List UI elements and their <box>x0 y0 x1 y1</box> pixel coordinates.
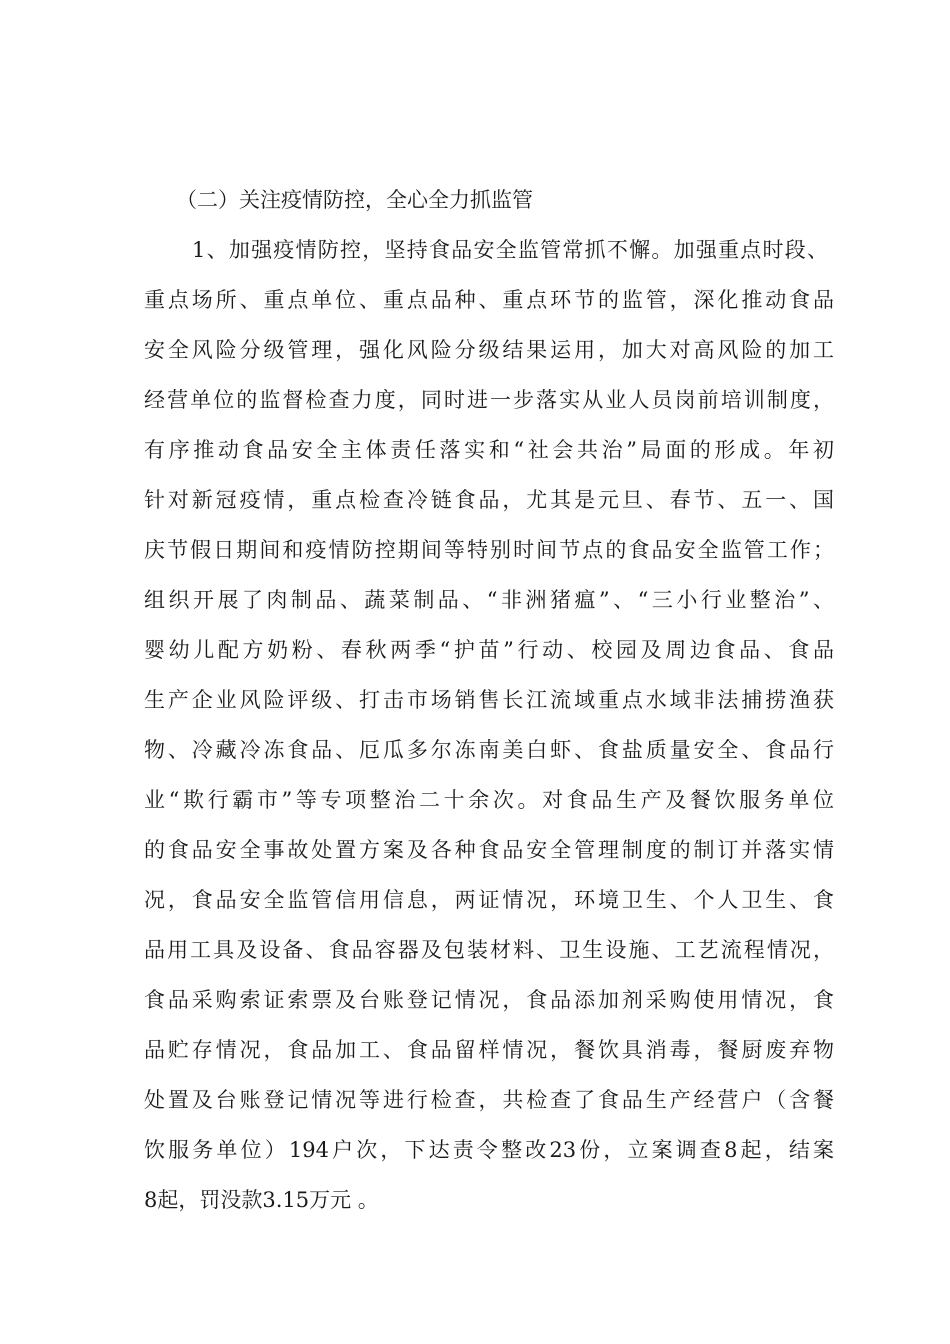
paragraph-line: 业“欺行霸市”等专项整治二十余次。对食品生产及餐饮服务单位 <box>144 788 834 812</box>
paragraph-line: 庆节假日期间和疫情防控期间等特别时间节点的食品安全监管工作； <box>144 538 834 562</box>
paragraph-line: 食品采购索证索票及台账登记情况，食品添加剂采购使用情况，食 <box>144 988 834 1012</box>
paragraph-line: 1、加强疫情防控，坚持食品安全监管常抓不懈。加强重点时段、 <box>192 238 828 262</box>
paragraph-line: 安全风险分级管理，强化风险分级结果运用，加大对高风险的加工 <box>144 338 834 362</box>
paragraph-line: 饮服务单位）194户次，下达责令整改23份，立案调查8起，结案 <box>144 1138 834 1162</box>
paragraph-line: 况，食品安全监管信用信息，两证情况，环境卫生、个人卫生、食 <box>144 888 834 912</box>
section-heading: （二）关注疫情防控，全心全力抓监管 <box>176 188 533 212</box>
paragraph-line: 经营单位的监督检查力度，同时进一步落实从业人员岗前培训制度， <box>144 388 834 412</box>
paragraph-line: 针对新冠疫情，重点检查冷链食品，尤其是元旦、春节、五一、国 <box>144 488 834 512</box>
paragraph-line: 婴幼儿配方奶粉、春秋两季“护苗”行动、校园及周边食品、食品 <box>144 638 834 662</box>
paragraph-line: 品用工具及设备、食品容器及包装材料、卫生设施、工艺流程情况， <box>144 938 834 962</box>
paragraph-line: 品贮存情况，食品加工、食品留样情况，餐饮具消毒，餐厨废弃物 <box>144 1038 834 1062</box>
paragraph-line: 8起，罚没款3.15万元 。 <box>144 1188 379 1212</box>
paragraph-line: 重点场所、重点单位、重点品种、重点环节的监管，深化推动食品 <box>144 288 834 312</box>
paragraph-line: 物、冷藏冷冻食品、厄瓜多尔冻南美白虾、食盐质量安全、食品行 <box>144 738 834 762</box>
paragraph-line: 组织开展了肉制品、蔬菜制品、“非洲猪瘟”、“三小行业整治”、 <box>144 588 834 612</box>
paragraph-line: 生产企业风险评级、打击市场销售长江流域重点水域非法捕捞渔获 <box>144 688 834 712</box>
paragraph-line: 的食品安全事故处置方案及各种食品安全管理制度的制订并落实情 <box>144 838 834 862</box>
paragraph-line: 处置及台账登记情况等进行检查，共检查了食品生产经营户（含餐 <box>144 1088 834 1112</box>
paragraph-line: 有序推动食品安全主体责任落实和“社会共治”局面的形成。年初 <box>144 438 834 462</box>
